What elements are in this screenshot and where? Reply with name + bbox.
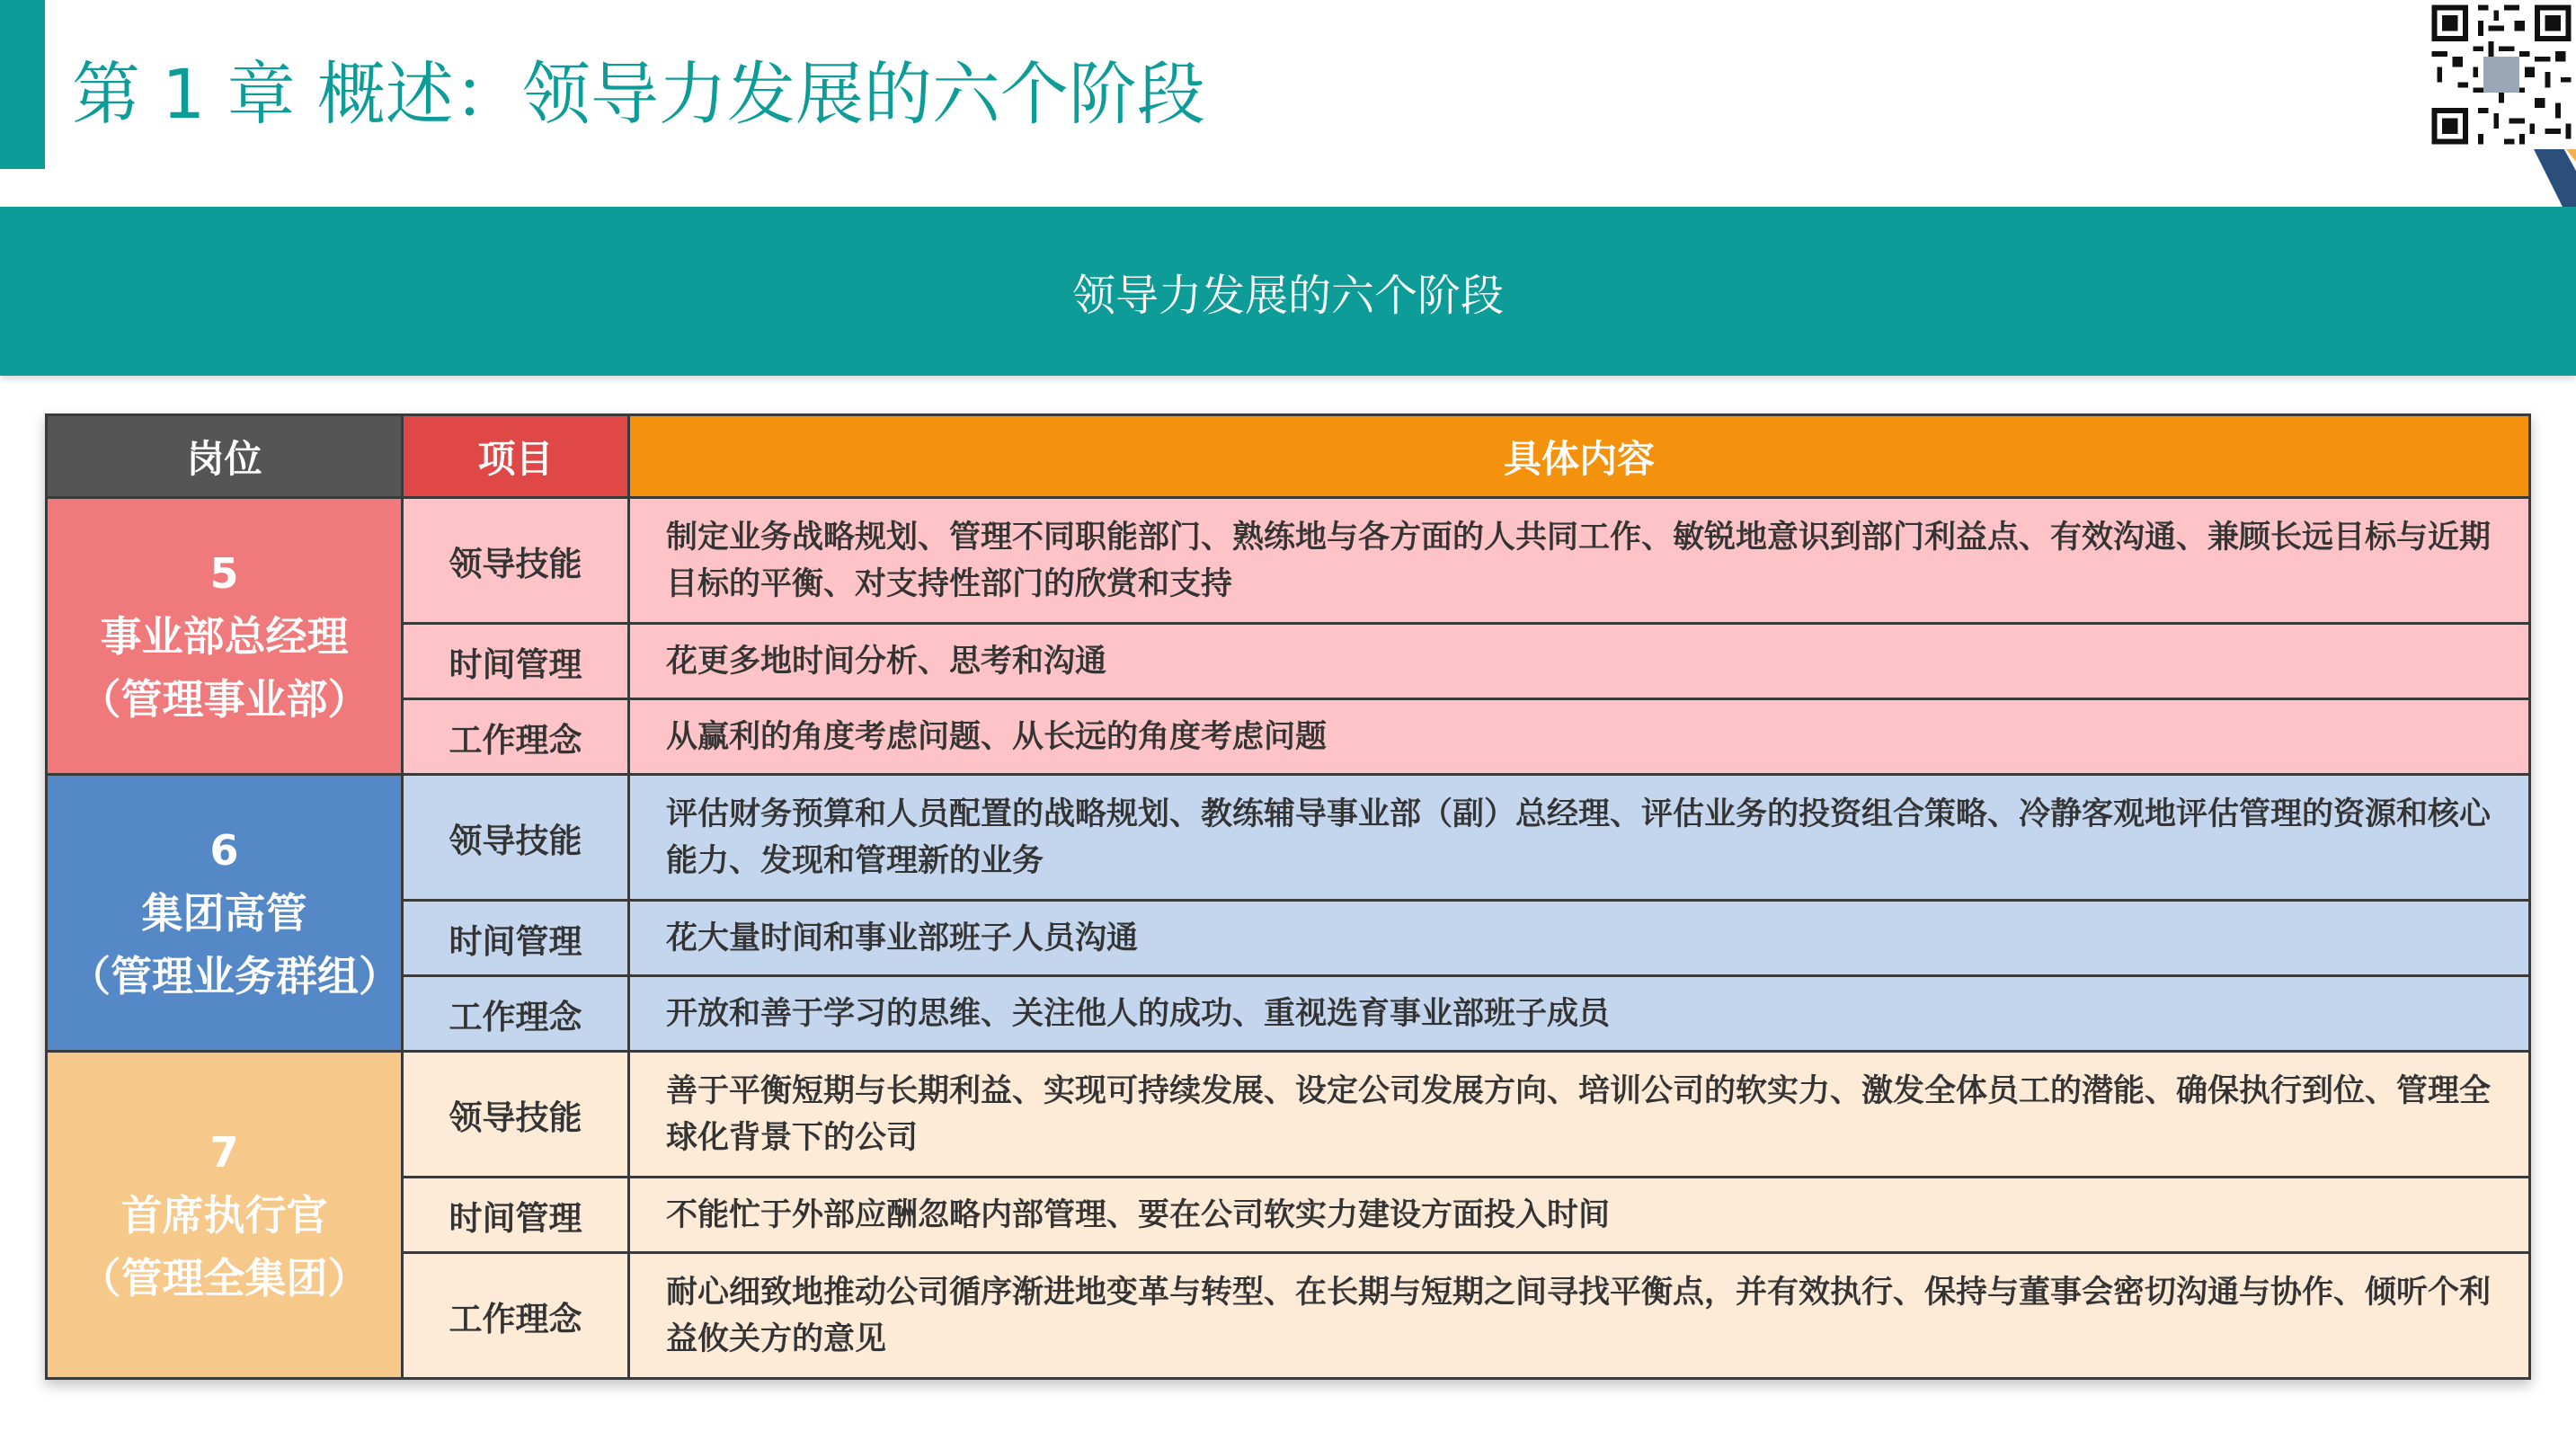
item-cell: 工作理念 [403, 1253, 629, 1379]
content-cell: 花更多地时间分析、思考和沟通 [629, 624, 2530, 699]
table-row [47, 901, 2530, 976]
post-number: 6 [209, 825, 239, 875]
item-cell: 时间管理 [403, 624, 629, 699]
content-cell: 从赢利的角度考虑问题、从长远的角度考虑问题 [629, 699, 2530, 775]
banner-title: 领导力发展的六个阶段 [1071, 270, 1504, 321]
content-cell: 善于平衡短期与长期利益、实现可持续发展、设定公司发展方向、培训公司的软实力、激发全体员工的潜能、确保执行到位、管理全球化背景下的公司 [629, 1052, 2530, 1178]
content-cell: 评估财务预算和人员配置的战略规划、教练辅导事业部（副）总经理、评估业务的投资组合策略、冷静客观地评估管理的资源和核心能力、发现和管理新的业务 [629, 775, 2530, 901]
post-scope: （管理业务群组） [69, 951, 400, 1000]
post-scope: （管理全集团） [79, 1253, 369, 1302]
item-cell: 时间管理 [403, 901, 629, 976]
post-cell-6 [47, 775, 403, 1052]
table-row [47, 775, 2530, 901]
post-cell-7 [47, 1052, 403, 1379]
page-title: 第 1 章 概述：领导力发展的六个阶段 [72, 54, 1205, 134]
table-row [47, 976, 2530, 1052]
header-content: 具体内容 [629, 415, 2530, 498]
post-name: 首席执行官 [120, 1190, 328, 1240]
post-scope: （管理事业部） [79, 674, 369, 724]
content-cell: 花大量时间和事业部班子人员沟通 [629, 901, 2530, 976]
item-cell: 领导技能 [403, 775, 629, 901]
table-row [47, 1253, 2530, 1379]
content-cell: 耐心细致地推动公司循序渐进地变革与转型、在长期与短期之间寻找平衡点，并有效执行、保持与董事会密切沟通与协作、倾听个利益攸关方的意见 [629, 1253, 2530, 1379]
stages-table [45, 413, 2531, 1380]
item-cell: 工作理念 [403, 699, 629, 775]
left-accent-bar [0, 0, 45, 169]
table-row [47, 1178, 2530, 1253]
header-item: 项目 [403, 415, 629, 498]
item-cell: 时间管理 [403, 1178, 629, 1253]
table-row [47, 699, 2530, 775]
content-cell: 开放和善于学习的思维、关注他人的成功、重视选育事业部班子成员 [629, 976, 2530, 1052]
item-cell: 工作理念 [403, 976, 629, 1052]
post-number: 5 [209, 548, 239, 598]
content-cell: 制定业务战略规划、管理不同职能部门、熟练地与各方面的人共同工作、敏锐地意识到部门利益点、有效沟通、兼顾长远目标与近期目标的平衡、对支持性部门的欣赏和支持 [629, 498, 2530, 624]
table-row [47, 1052, 2530, 1178]
item-cell: 领导技能 [403, 1052, 629, 1178]
item-cell: 领导技能 [403, 498, 629, 624]
post-name: 事业部总经理 [100, 611, 349, 661]
header-post: 岗位 [47, 415, 403, 498]
table-row [47, 624, 2530, 699]
table-row [47, 498, 2530, 624]
post-cell-5 [47, 498, 403, 775]
post-number: 7 [209, 1127, 239, 1177]
section-banner [0, 207, 2576, 376]
qr-code-icon[interactable] [2427, 0, 2576, 149]
post-name: 集团高管 [141, 888, 307, 938]
content-cell: 不能忙于外部应酬忽略内部管理、要在公司软实力建设方面投入时间 [629, 1178, 2530, 1253]
table-header-row [47, 415, 2530, 498]
